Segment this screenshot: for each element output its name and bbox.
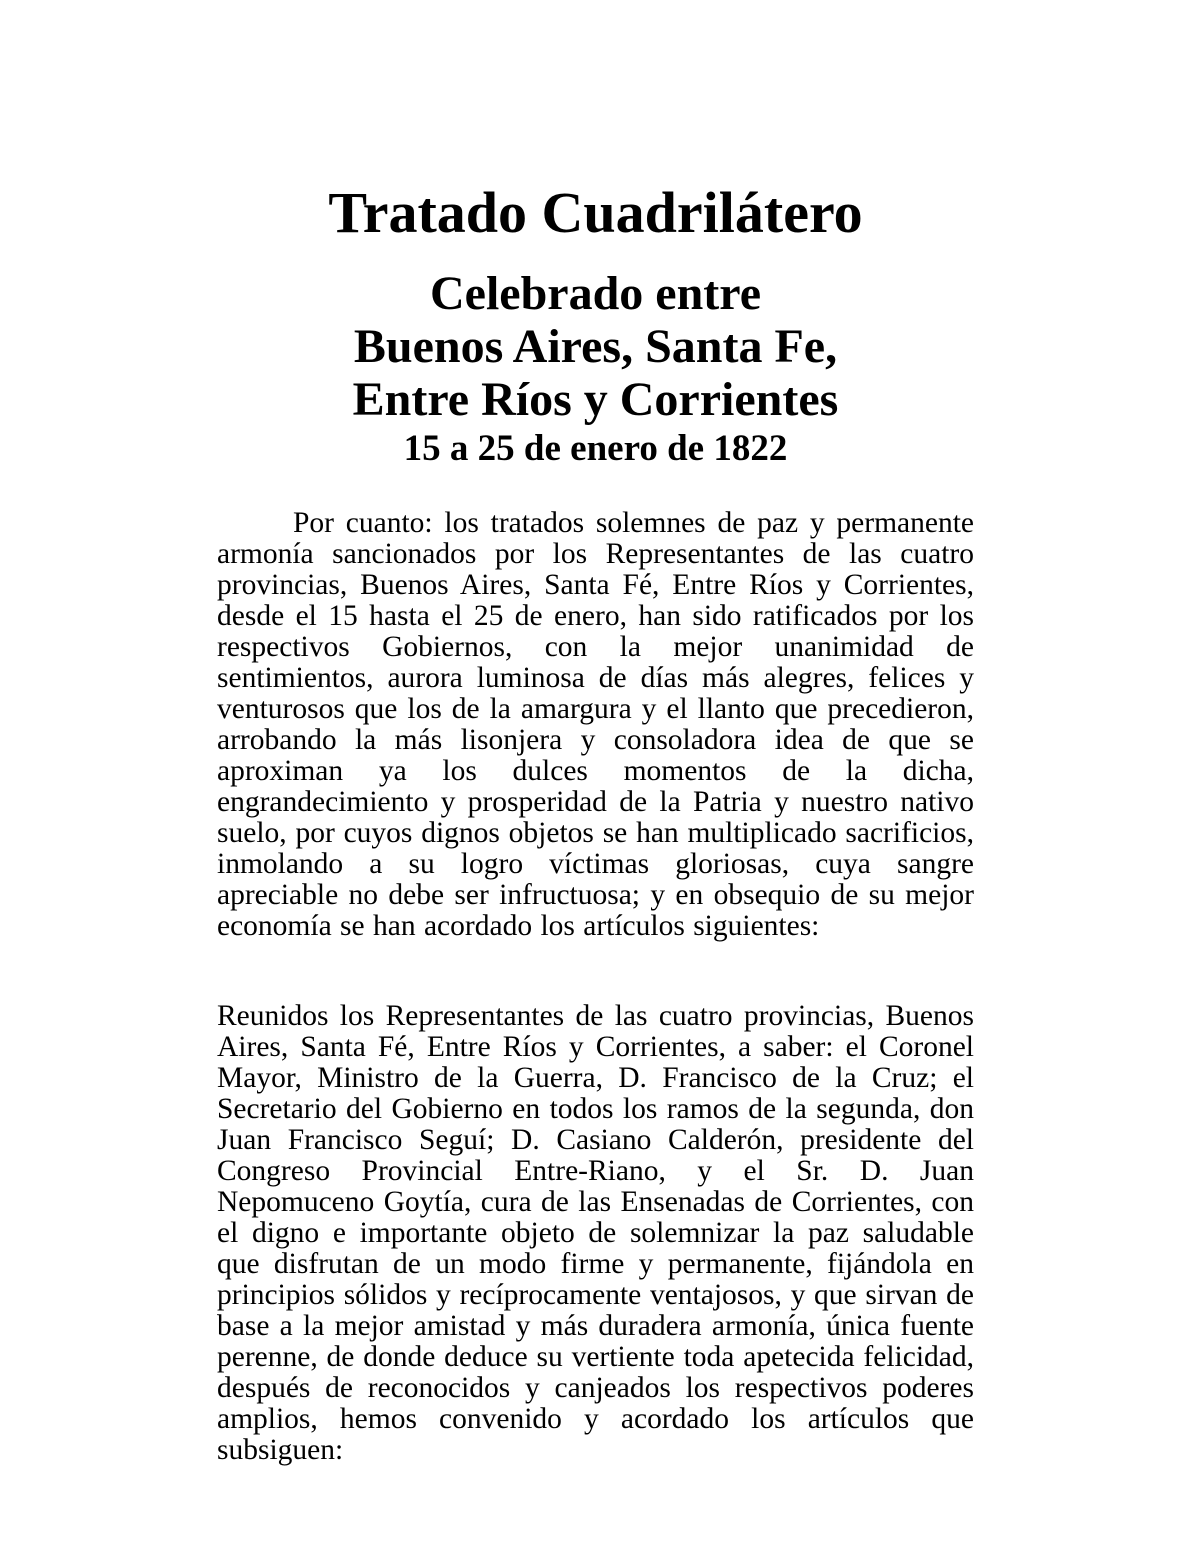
subtitle-line-3: Entre Ríos y Corrientes — [352, 373, 839, 426]
subtitle-block — [217, 267, 974, 426]
paragraph-preamble: Por cuanto: los tratados solemnes de paz y permanente armonía sancionados por los Representantes de las cuatro provincias, Buenos Aires, Santa Fé, Entre Ríos y Corrientes, desde el 15 hasta el 25 de enero, han sido ratificados por los respectivos Gobiernos, con la mejor unanimidad de sentimientos, aurora luminosa de días más alegres, felices y venturosos que los de la amargura y el llanto que precedieron, arrobando la más lisonjera y consoladora idea de que se aproximan ya los dulces momentos de la dicha, engrandecimiento y prosperidad de la Patria y nuestro nativo suelo, por cuyos dignos objetos se han multiplicado sacrificios, inmolando a su logro víctimas gloriosas, cuya sangre apreciable no debe ser infructuosa; y en obsequio de su mejor economía se han acordado los artículos siguientes: — [217, 507, 974, 942]
subtitle-line-1: Celebrado entre — [429, 267, 762, 320]
paragraph-representatives: Reunidos los Representantes de las cuatro provincias, Buenos Aires, Santa Fé, Entre Ríos y Corrientes, a saber: el Coronel Mayor, Ministro de la Guerra, D. Francisco de la Cruz; el Secretario del Gobierno en todos los ramos de la segunda, don Juan Francisco Seguí; D. Casiano Calderón, presidente del Congreso Provincial Entre-Riano, y el Sr. D. Juan Nepomuceno Goytía, cura de las Ensenadas de Corrientes, con el digno e importante objeto de solemnizar la paz saludable que disfrutan de un modo firme y permanente, fijándola en principios sólidos y recíprocamente ventajosos, y que sirvan de base a la mejor amistad y más duradera armonía, única fuente perenne, de donde deduce su vertiente toda apetecida felicidad, después de reconocidos y canjeados los respectivos poderes amplios, hemos convenido y acordado los artículos que subsiguen: — [217, 1000, 974, 1466]
page-title: Tratado Cuadrilátero — [328, 180, 863, 245]
date-line: 15 a 25 de enero de 1822 — [403, 428, 788, 469]
subtitle-line-2: Buenos Aires, Santa Fe, — [353, 320, 838, 373]
